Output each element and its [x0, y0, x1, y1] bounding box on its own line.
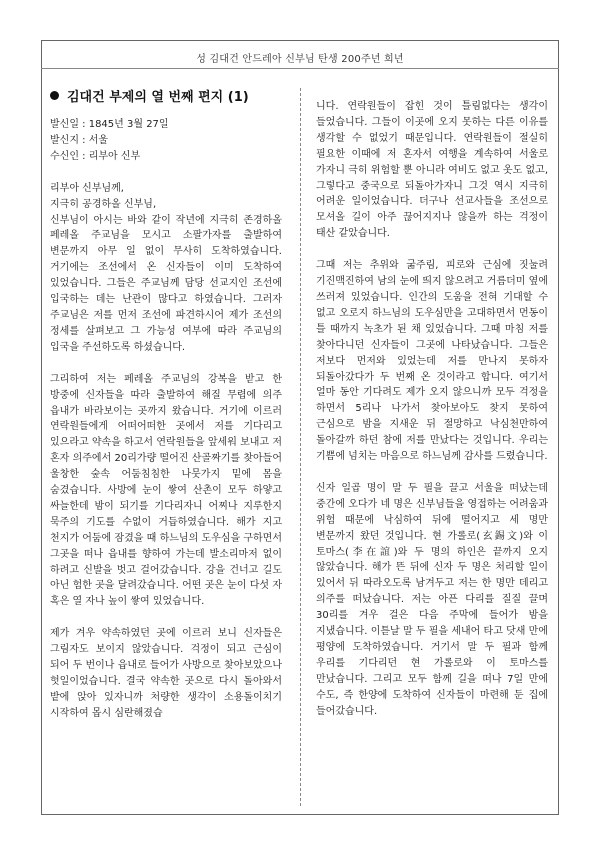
page-header: 성 김대건 안드레아 신부님 탄생 200주년 희년: [196, 54, 404, 65]
salutation: 리부아 신부님께,: [50, 182, 124, 194]
paragraph: 그리하여 저는 페레올 주교님의 강복을 받고 한 방중에 신자들을 따라 출발하여 해질 무렵에 의주 읍내가 바라보이는 곳까지 왔습니다. 거기에 이르러 연락원들에게 어떠어떠한 곳에서 저를 기다리고 있으라고 약속을 하고서 연락원들을 앞세워 보내고 저 혼자 의주에서 20리가량 떨어진 산골짜기를 찾아들어 울창한 숲속 어둠침침한 나뭇가지 밑에 몸을 숨겼습니다. 사방에 눈이 쌓여 산촌이 모두 하얗고 싸늘한데 밤이 되기를 기다리자니 어찌나 지루한지 묵주의 기도를 수없이 거듭하였습니다. 해가 지고 천지가 어둠에 잠겼을 때 하느님의 도우심을 구하면서 그곳을 떠나 읍내를 향하여 가는데 발소리마저 없이 하려고 신발을 벗고 걸어갔습니다. 강을 건너고 길도 아닌 험한 곳을 달려갔습니다. 어떤 곳은 눈이 다섯 자 혹은 열 자나 높이 쌓여 있었습니다.: [50, 373, 282, 608]
greeting: 지극히 공경하올 신부님,: [50, 198, 157, 210]
column-divider: [300, 88, 301, 806]
article-title: 김대건 부제의 열 번째 편지 (1): [67, 90, 249, 105]
paragraph: 제가 겨우 약속하였던 곳에 이르러 보니 신자들은 그림자도 보이지 않았습니다. 걱정이 되고 근심이 되어 두 번이나 읍내로 들어가 사방으로 찾아보았으나 헛일이었습니다. 결국 약속한 곳으로 다시 돌아와서 밭에 앉아 있자니까 처량한 생각이 소용돌이치기 시작하여 몹시 심란해졌습: [50, 628, 282, 719]
meta-recipient: 수신인 : 리부아 신부: [50, 150, 141, 162]
header-divider: [41, 68, 559, 69]
meta-date: 발신일 : 1845년 3월 27일: [50, 119, 169, 130]
right-column: [316, 99, 548, 720]
left-column: [50, 97, 282, 722]
paragraph: 그때 저는 추위와 굶주림, 피로와 근심에 짓눌려 기진맥진하여 남의 눈에 띄지 않으려고 거름더미 옆에 쓰러져 있었습니다. 인간의 도움을 전혀 기대할 수 없고 오로지 하느님의 도우심만을 고대하면서 먼동이 틀 때까지 녹초가 된 채 있었습니다. 그때 마침 저를 찾아다니던 신자들이 그곳에 나타났습니다. 그들은 저보다 먼저와 있었는데 저를 만나지 못하자 되돌아갔다가 두 번째 온 것이라고 합니다. 여기서 얼마 동안 기다려도 제가 오지 않으니까 모두 걱정을 하면서 5리나 나가서 찾아보아도 찾지 못하여 근심으로 밤을 지새운 뒤 절망하고 낙심천만하여 돌아갈까 하던 참에 저를 만났다는 것입니다. 우리는 기쁨에 넘치는 마음으로 하느님께 감사를 드렸습니다.: [316, 260, 548, 463]
meta-place: 발신지 : 서울: [50, 134, 109, 146]
paragraph: 니다. 연락원들이 잡힌 것이 틀림없다는 생각이 들었습니다. 그들이 이곳에 오지 못하는 다른 이유를 생각할 수 없었기 때문입니다. 연락원들이 절실히 필요한 이때에 저 혼자서 여행을 계속하여 서울로 가자니 극히 위험할 뿐 아니라 여비도 없고 옷도 없고, 그렇다고 중국으로 되돌아가자니 그것 역시 지극히 어려운 일이었습니다. 더구나 선교사들을 조선으로 모셔올 길이 아주 끊어지지나 않을까 하는 걱정이 태산 같았습니다.: [316, 101, 548, 240]
paragraph: 신부님이 아시는 바와 같이 작년에 지극히 존경하올 페레올 주교님을 모시고 소팔가자를 출발하여 변문까지 아무 일 없이 무사히 도착하였습니다. 거기에는 조선에서 온 신자들이 이미 도착하여 있었습니다. 그들은 주교님께 담당 선교지인 조선에 입국하는 데는 난관이 많다고 하였습니다. 그러자 주교님은 저를 먼저 조선에 파견하시어 제가 조선의 정세를 살펴보고 그 가능성 여부에 따라 주교님의 입국을 주선하도록 하셨습니다.: [50, 214, 282, 353]
paragraph: 신자 일곱 명이 말 두 필을 끌고 서울을 떠났는데 중간에 오다가 네 명은 신부님들을 영접하는 어려움과 위험 때문에 낙심하여 뒤에 떨어지고 세 명만 변문까지 왔던 것입니다. 현 가롤로(玄錫文)와 이 토마스(李在誼)와 두 명의 하인은 끝까지 오지 않았습니다. 해가 뜬 뒤에 신자 두 명은 처리할 일이 있어서 뒤 따라오도록 남겨두고 저는 한 명만 데리고 의주를 떠났습니다. 저는 아픈 다리를 질질 끌며 30리를 겨우 걸은 다음 주막에 들어가 밤을 지냈습니다. 이튿날 말 두 필을 세내어 타고 닷새 만에 평양에 도착하였습니다. 거기서 말 두 필과 함께 우리를 기다리던 현 가롤로와 이 토마스를 만났습니다. 그리고 모두 함께 길을 떠나 7일 만에 수도, 즉 한양에 도착하여 신자들이 마련해 둔 집에 들어갔습니다.: [316, 482, 548, 717]
letter-meta: [50, 117, 282, 165]
